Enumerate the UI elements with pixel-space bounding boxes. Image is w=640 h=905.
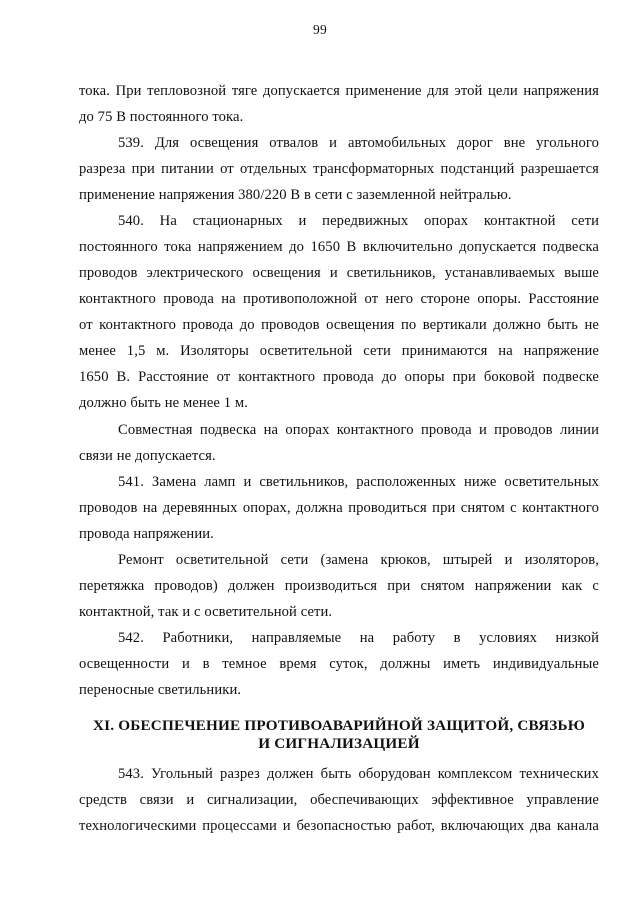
section-heading: XI. ОБЕСПЕЧЕНИЕ ПРОТИВОАВАРИЙНОЙ ЗАЩИТОЙ, СВЯЗЬЮ (92, 717, 586, 734)
paragraph-540-line: 540. На стационарных и передвижных опорах контактной сети (118, 213, 599, 229)
paragraph-line: Совместная подвеска на опорах контактного провода и проводов линии (118, 422, 599, 438)
text-line: освещенности и в темное время суток, должны иметь индивидуальные (79, 656, 599, 672)
paragraph-543-line: 543. Угольный разрез должен быть оборудован комплексом технических (118, 766, 599, 782)
text-line: перетяжка проводов) должен производиться при снятом напряжении как с (79, 578, 599, 594)
text-line: разреза при питании от отдельных трансформаторных подстанций разрешается (79, 161, 599, 177)
text-line: проводов электрического освещения и светильников, устанавливаемых выше (79, 265, 599, 281)
paragraph-541-line: 541. Замена ламп и светильников, расположенных ниже осветительных (118, 474, 599, 490)
section-heading-continued: И СИГНАЛИЗАЦИЕЙ (258, 735, 420, 752)
text-line: контактного провода на противоположной от него стороне опоры. Расстояние (79, 291, 599, 307)
text-line: постоянного тока напряжением до 1650 В включительно допускается подвеска (79, 239, 599, 255)
text-line: провода напряжении. (79, 526, 214, 542)
text-line: проводов на деревянных опорах, должна проводиться при снятом с контактного (79, 500, 599, 516)
text-line: применение напряжения 380/220 В в сети с заземленной нейтралью. (79, 187, 512, 203)
text-line: связи не допускается. (79, 448, 216, 464)
paragraph-539-line: 539. Для освещения отвалов и автомобильных дорог вне угольного (118, 135, 599, 151)
text-line: 1650 В. Расстояние от контактного провода до опоры при боковой подвеске (79, 369, 599, 385)
paragraph-542-line: 542. Работники, направляемые на работу в условиях низкой (118, 630, 599, 646)
text-line: должно быть не менее 1 м. (79, 395, 248, 411)
text-line: тока. При тепловозной тяге допускается применение для этой цели напряжения (79, 83, 599, 99)
text-line: средств связи и сигнализации, обеспечивающих эффективное управление (79, 792, 599, 808)
text-line: менее 1,5 м. Изоляторы осветительной сети принимаются на напряжение (79, 343, 599, 359)
page-number: 99 (313, 22, 327, 37)
text-line: от контактного провода до проводов освещения по вертикали должно быть не (79, 317, 599, 333)
text-line: до 75 В постоянного тока. (79, 109, 244, 125)
text-line: технологическими процессами и безопасностью работ, включающих два канала (79, 818, 599, 834)
text-line: контактной, так и с осветительной сети. (79, 604, 333, 620)
paragraph-line: Ремонт осветительной сети (замена крюков, штырей и изоляторов, (118, 552, 599, 568)
text-line: переносные светильники. (79, 682, 242, 698)
